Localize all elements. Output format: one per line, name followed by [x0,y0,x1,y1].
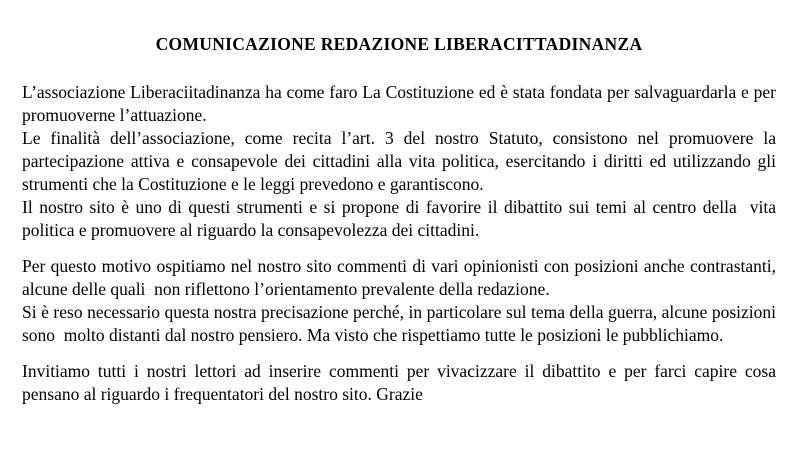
sentence: Le finalità dell’associazione, come recita l’art. 3 del nostro Statuto, consistono nel promuovere la partecipazione attiva e consapevole dei cittadini alla vita politica, esercitando i diritti ed utilizzando gli strumenti che la Costituzione e le leggi prevedono e garantiscono. [22,128,781,194]
paragraph [22,255,781,347]
paragraph [22,81,781,242]
sentence: Il nostro sito è uno di questi strumenti e si propone di favorire il dibattito sui temi al centro della vita politica e promuovere al riguardo la consapevolezza dei cittadini. [22,197,781,240]
document-title: COMUNICAZIONE REDAZIONE LIBERACITTADINANZA [155,34,643,54]
sentence: Invitiamo tutti i nostri lettori ad inserire commenti per vivacizzare il dibattito e per farci capire cosa pensano al riguardo i frequentatori del nostro sito. Grazie [22,361,781,404]
sentence: L’associazione Liberaciitadinanza ha come faro La Costituzione ed è stata fondata per salvaguardarla e per promuoverne l’attuazione. [22,82,781,125]
document-body [22,81,781,406]
sentence: Si è reso necessario questa nostra precisazione perché, in particolare sul tema della guerra, alcune posizioni sono molto distanti dal nostro pensiero. Ma visto che rispettiamo tutte le posizioni le pubblichiamo. [22,302,781,345]
paragraph [22,360,781,406]
sentence: Per questo motivo ospitiamo nel nostro sito commenti di vari opinionisti con posizioni anche contrastanti, alcune delle quali non riflettono l’orientamento prevalente della redazione. [22,256,781,299]
